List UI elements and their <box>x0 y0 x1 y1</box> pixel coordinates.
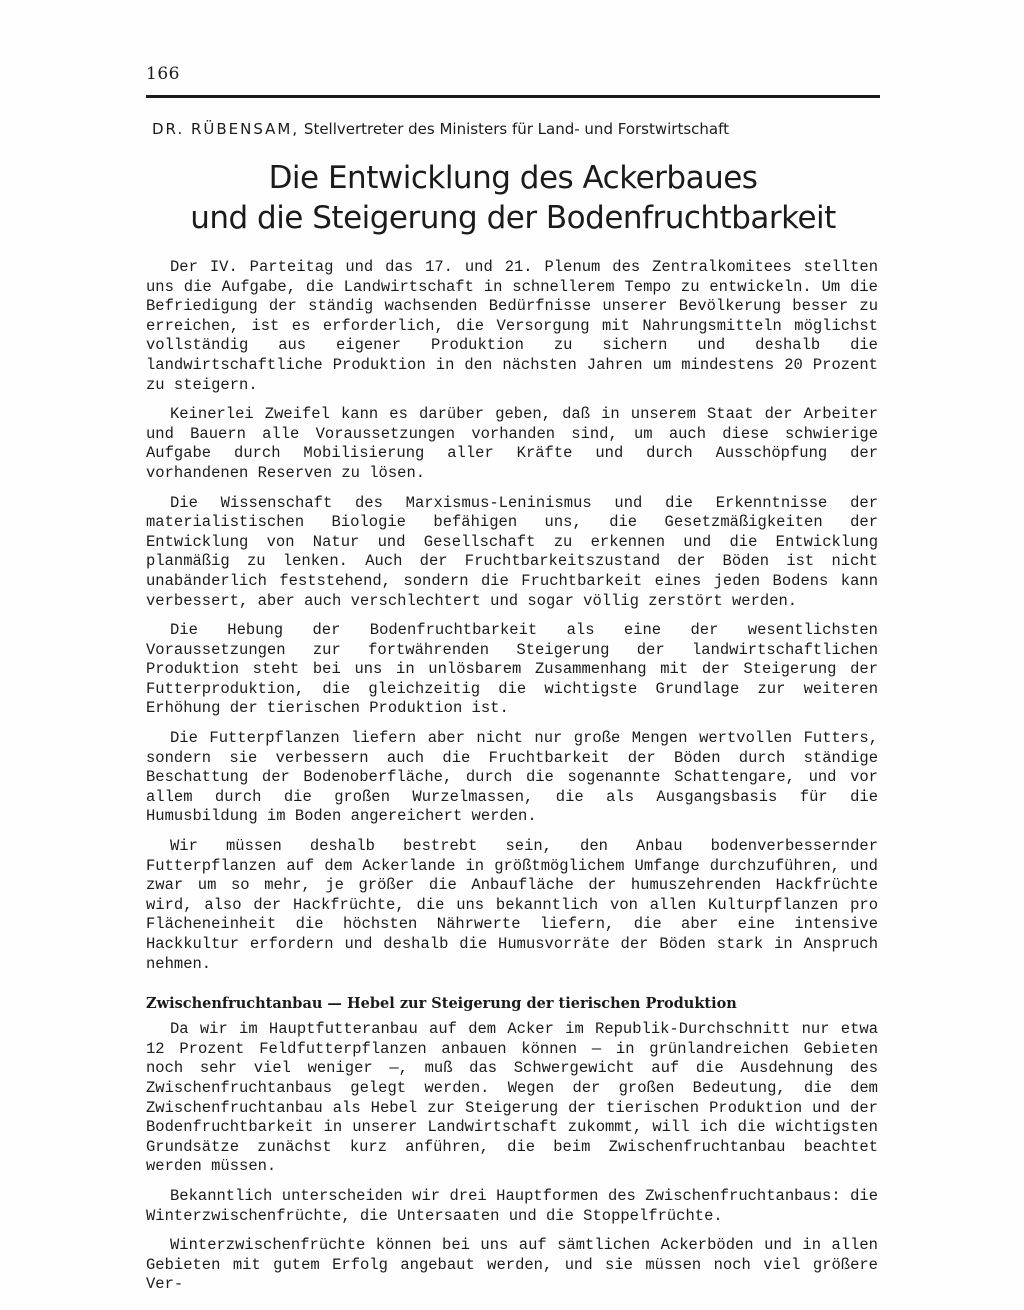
paragraph: Die Wissenschaft des Marxismus-Leninismus und die Erkenntnisse der materialistischen Biologie befähigen uns, die Gesetzmäßigkeiten der Entwicklung von Natur und Gesellschaft zu erkennen und die Entwicklung planmäßig zu lenken. Auch der Fruchtbarkeitszustand der Böden ist nicht unabänderlich feststehend, sondern die Fruchtbarkeit eines jeden Bodens kann verbessert, aber auch verschlechtert und sogar völlig zerstört werden. <box>146 493 878 610</box>
paragraph: Winterzwischenfrüchte können bei uns auf sämtlichen Ackerböden und in allen Gebieten mit gutem Erfolg angebaut werden, und sie müssen noch viel größere Ver- <box>146 1236 878 1294</box>
article-body <box>146 258 878 1305</box>
paragraph: Bekanntlich unterscheiden wir drei Hauptformen des Zwischenfruchtanbaus: die Winterzwischenfrüchte, die Untersaaten und die Stoppelfrüchte. <box>146 1186 878 1225</box>
article-title-line-2: und die Steigerung der Bodenfruchtbarkeit <box>190 200 836 236</box>
paragraph: Die Futterpflanzen liefern aber nicht nur große Mengen wertvollen Futters, sondern sie verbessern auch die Fruchtbarkeit der Böden durch ständige Beschattung der Bodenoberfläche, durch die sogenannte Schattengare, und vor allem durch die großen Wurzelmassen, die als Ausgangsbasis für die Humusbildung im Boden angereichert werden. <box>146 729 878 826</box>
page-number: 166 <box>146 64 180 84</box>
author-name: DR. RÜBENSAM, <box>152 120 300 138</box>
paragraph: Keinerlei Zweifel kann es darüber geben, daß in unserem Staat der Arbeiter und Bauern alle Voraussetzungen vorhanden sind, um auch diese schwierige Aufgabe durch Mobilisierung aller Kräfte und durch Ausschöpfung der vorhandenen Reserven zu lösen. <box>146 405 878 482</box>
paragraph: Da wir im Hauptfutteranbau auf dem Acker im Republik-Durchschnitt nur etwa 12 Prozent Feldfutterpflanzen anbauen können — in grünlandreichen Gebieten noch sehr viel weniger —, muß das Schwergewicht auf die Ausdehnung des Zwischenfruchtanbaus gelegt werden. Wegen der großen Bedeutung, die dem Zwischenfruchtanbau als Hebel zur Steigerung der tierischen Produktion und der Bodenfruchtbarkeit in unserer Landwirtschaft zukommt, will ich die wichtigsten Grundsätze zunächst kurz anführen, die beim Zwischenfruchtanbau beachtet werden müssen. <box>146 1020 878 1176</box>
paragraph: Wir müssen deshalb bestrebt sein, den Anbau bodenverbessernder Futterpflanzen auf dem Ackerlande in größtmöglichem Umfange durchzuführen, und zwar um so mehr, je größer die Anbaufläche der humuszehrenden Hackfrüchte wird, also der Hackfrüchte, die uns bekanntlich von allen Kulturpflanzen pro Flächeneinheit die höchsten Nährwerte liefern, die aber eine intensive Hackkultur erfordern und deshalb die Humusvorräte der Böden stark in Anspruch nehmen. <box>146 837 878 973</box>
paragraph: Der IV. Parteitag und das 17. und 21. Plenum des Zentralkomitees stellten uns die Aufgabe, die Landwirtschaft in schnellerem Tempo zu entwickeln. Um die Befriedigung der ständig wachsenden Bedürfnisse unserer Bevölkerung besser zu erreichen, ist es erforderlich, die Versorgung mit Nahrungsmitteln möglichst vollständig aus eigener Produktion zu sichern und deshalb die landwirtschaftliche Produktion in den nächsten Jahren um mindestens 20 Prozent zu steigern. <box>146 258 878 394</box>
author-line <box>152 120 729 138</box>
article-title <box>146 158 880 238</box>
header-rule <box>146 95 880 98</box>
section-heading: Zwischenfruchtanbau — Hebel zur Steigerung der tierischen Produktion <box>146 995 737 1013</box>
article-title-line-1: Die Entwicklung des Ackerbaues <box>268 160 758 196</box>
author-role: Stellvertreter des Ministers für Land- und Forstwirtschaft <box>303 120 730 138</box>
paragraph: Die Hebung der Bodenfruchtbarkeit als eine der wesentlichsten Voraussetzungen zur fortwährenden Steigerung der landwirtschaftlichen Produktion steht bei uns in unlösbarem Zusammenhang mit der Steigerung der Futterproduktion, die gleichzeitig die wichtigste Grundlage zur weiteren Erhöhung der tierischen Produktion ist. <box>146 621 878 718</box>
